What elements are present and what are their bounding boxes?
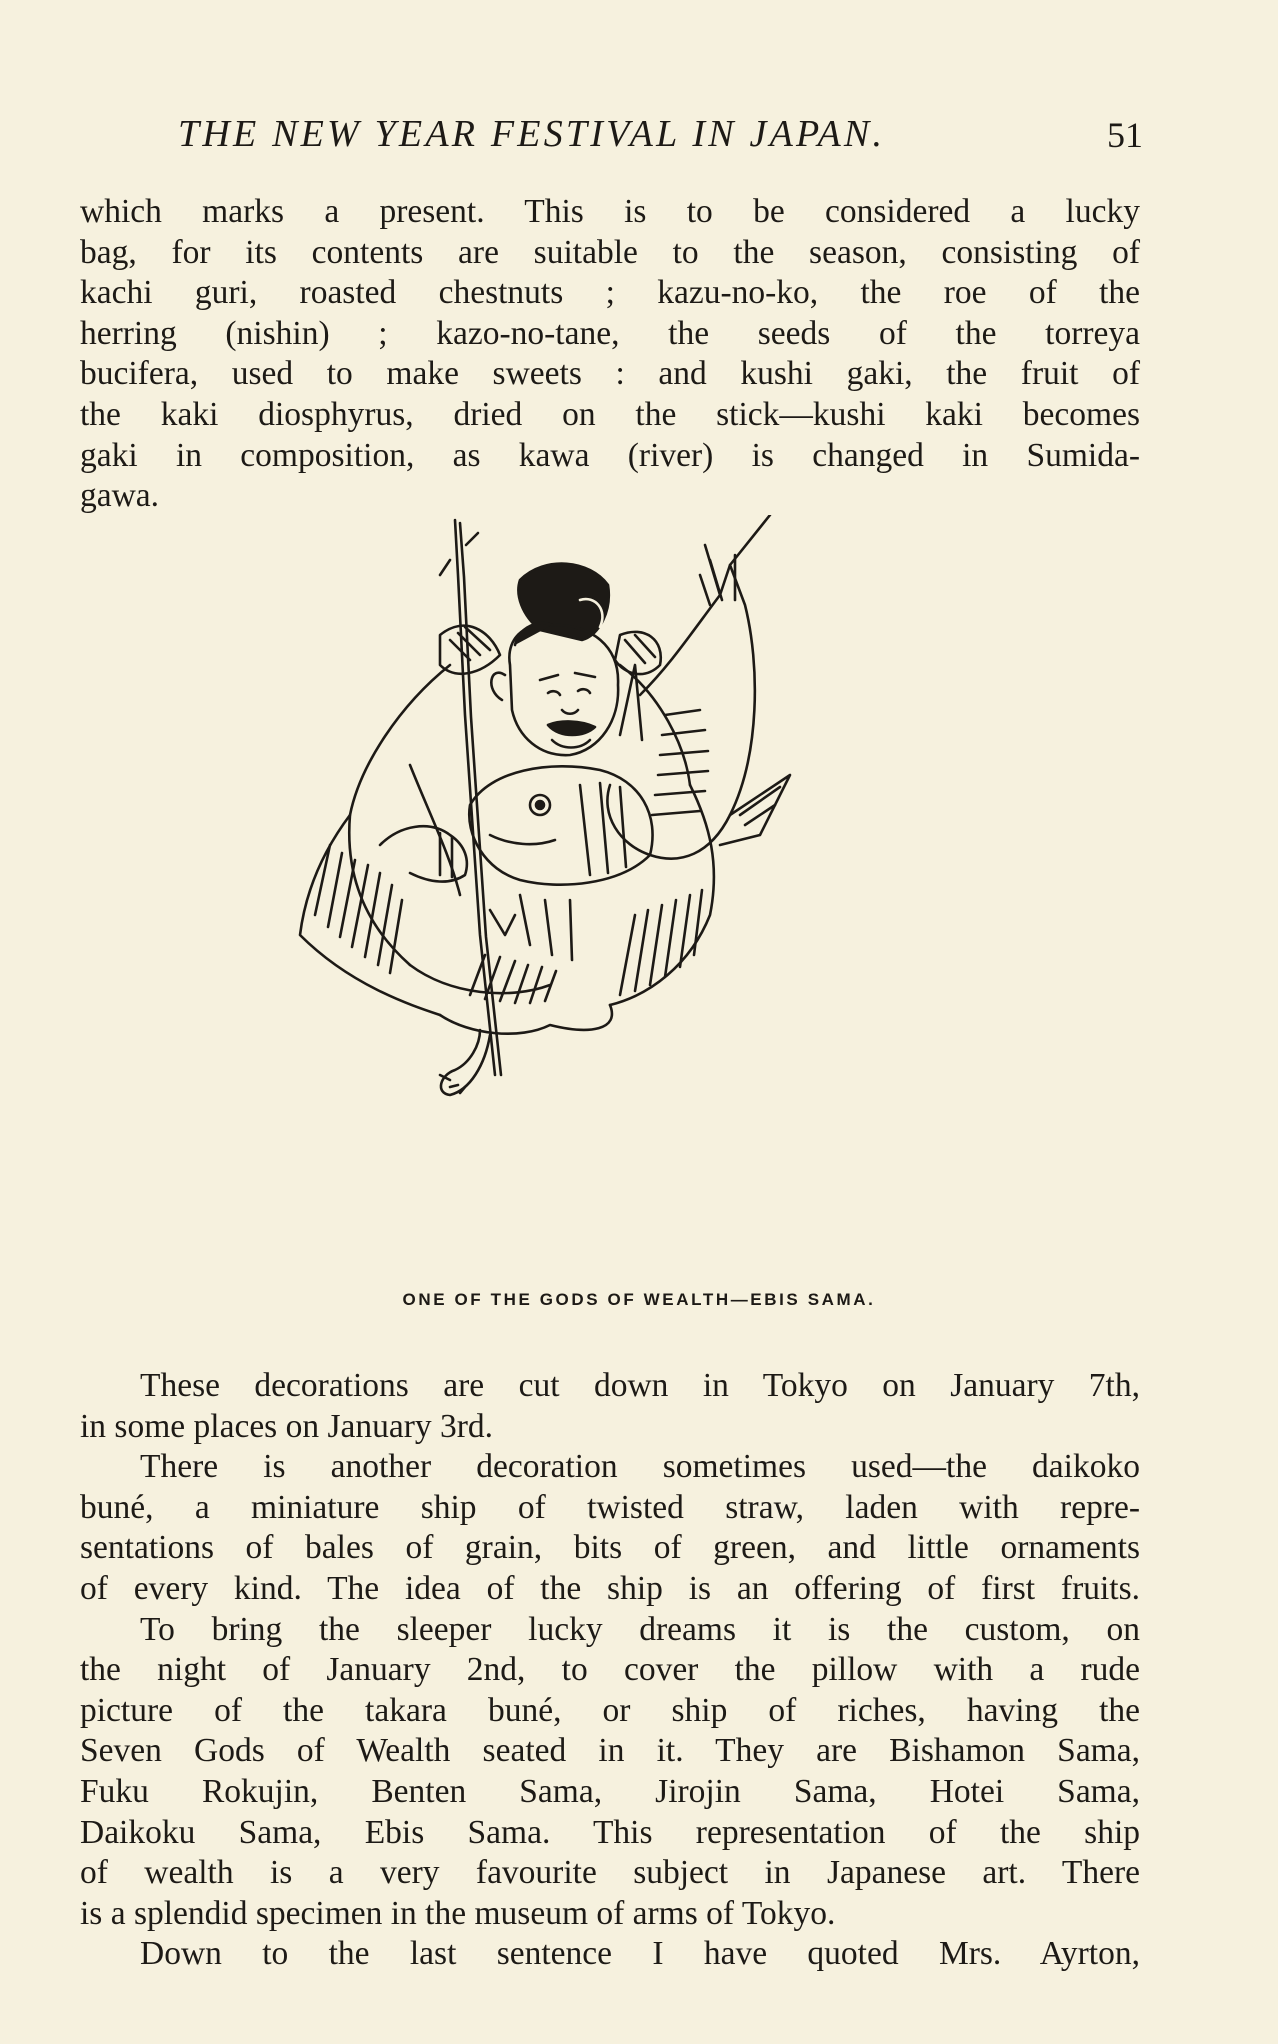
text-line: Fuku Rokujin, Benten Sama, Jirojin Sama, Hotei Sama,	[80, 1772, 1140, 1810]
text-line: is a splendid specimen in the museum of arms of Tokyo.	[80, 1894, 836, 1932]
text-line: of every kind. The idea of the ship is an offering of first fruits.	[80, 1569, 1140, 1607]
text-line: of wealth is a very favourite subject in Japanese art. There	[80, 1854, 1140, 1892]
text-line: Seven Gods of Wealth seated in it. They are Bishamon Sama,	[80, 1732, 1140, 1770]
text-line: There is another decoration sometimes used—the daikoko	[140, 1448, 1140, 1486]
figure-caption: ONE OF THE GODS OF WEALTH—EBIS SAMA.	[402, 1290, 876, 1309]
bottom-paragraphs	[80, 1366, 1140, 1975]
text-line: in some places on January 3rd.	[80, 1407, 494, 1445]
running-head	[178, 112, 1143, 162]
ebis-sama-illustration	[290, 515, 890, 1275]
text-line: bucifera, used to make sweets : and kushi gaki, the fruit of	[80, 355, 1140, 393]
text-line: bag, for its contents are suitable to the season, consisting of	[80, 233, 1140, 271]
text-line: To bring the sleeper lucky dreams it is the custom, on	[140, 1610, 1140, 1648]
text-line: These decorations are cut down in Tokyo on January 7th,	[140, 1367, 1140, 1404]
page-number: 51	[1107, 115, 1143, 155]
text-line: buné, a miniature ship of twisted straw, laden with repre-	[80, 1488, 1140, 1526]
ebis-sama-drawing	[290, 515, 890, 1275]
text-line: the kaki diosphyrus, dried on the stick—kushi kaki becomes	[80, 395, 1140, 433]
text-line: kachi guri, roasted chestnuts ; kazu-no-ko, the roe of the	[80, 274, 1140, 312]
running-title: THE NEW YEAR FESTIVAL IN JAPAN.	[178, 113, 886, 155]
text-line: herring (nishin) ; kazo-no-tane, the seeds of the torreya	[80, 314, 1140, 352]
text-line: Down to the last sentence I have quoted Mrs. Ayrton,	[140, 1935, 1140, 1973]
text-line: picture of the takara buné, or ship of riches, having the	[80, 1691, 1140, 1729]
text-line: the night of January 2nd, to cover the pillow with a rude	[80, 1651, 1140, 1689]
text-line: gaki in composition, as kawa (river) is changed in Sumida-	[80, 436, 1140, 474]
top-paragraph	[80, 192, 1140, 517]
text-line: sentations of bales of grain, bits of green, and little ornaments	[80, 1529, 1140, 1567]
text-line: gawa.	[80, 477, 160, 515]
text-line: which marks a present. This is to be considered a lucky	[80, 193, 1140, 230]
text-line: Daikoku Sama, Ebis Sama. This representation of the ship	[80, 1813, 1140, 1851]
